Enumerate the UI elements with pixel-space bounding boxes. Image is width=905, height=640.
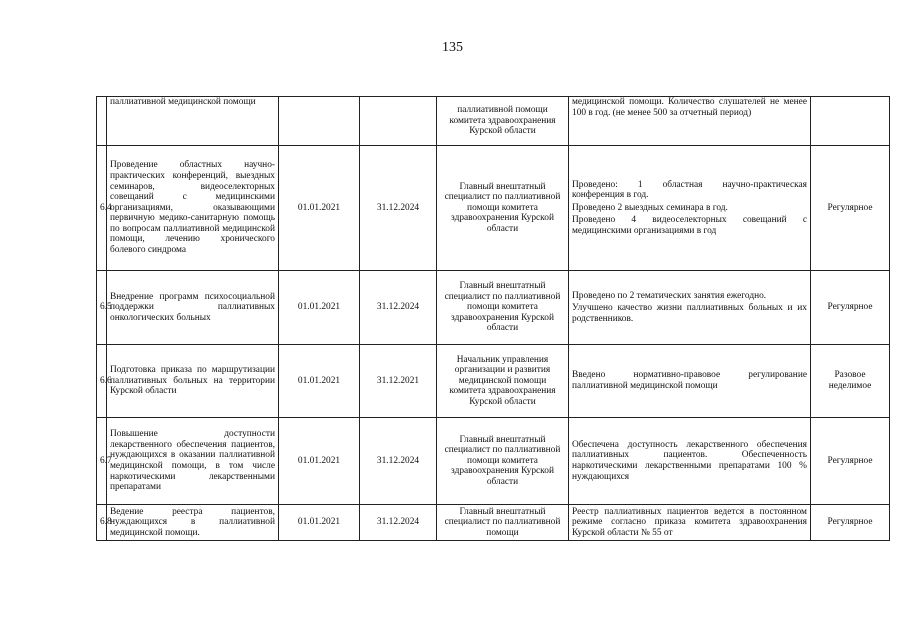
end-date-cell (360, 97, 437, 146)
end-date-cell: 31.12.2024 (360, 418, 437, 505)
event-cell: Повышение доступности лекарственного обеспечения пациентов, нуждающихся в оказании паллиативной медицинской помощи, в том числе наркотическими лекарственными препаратами (107, 418, 279, 505)
periodicity-cell: Регулярное (811, 418, 890, 505)
result-cell: Проведено по 2 тематических занятия ежегодно. Улучшено качество жизни паллиативных больных и их родственников. (569, 271, 811, 345)
table-row (97, 146, 890, 271)
responsible-cell: Главный внештатный специалист по паллиативной помощи комитета здравоохранения Курской области (437, 271, 569, 345)
result-cell: Обеспечена доступность лекарственного обеспечения паллиативных пациентов. Обеспеченность наркотическими лекарственными препаратами 100 % нуждающихся (569, 418, 811, 505)
table-row (97, 97, 890, 146)
responsible-cell: Главный внештатный специалист по паллиативной помощи (437, 505, 569, 541)
periodicity-cell (811, 97, 890, 146)
responsible-cell: Главный внештатный специалист по паллиативной помощи комитета здравоохранения Курской области (437, 146, 569, 271)
event-cell: Подготовка приказа по маршрутизации паллиативных больных на территории Курской области (107, 345, 279, 418)
periodicity-cell: Регулярное (811, 271, 890, 345)
responsible-cell: Главный внештатный специалист по паллиативной помощи комитета здравоохранения Курской области (437, 418, 569, 505)
events-table (96, 96, 890, 541)
result-cell: Проведено: 1 областная научно-практическая конференция в год. Проведено 2 выездных семинара в год. Проведено 4 видеоселекторных совещаний с медицинскими организациями в год (569, 146, 811, 271)
page-number: 135 (442, 40, 463, 55)
start-date-cell: 01.01.2021 (279, 505, 360, 541)
row-number: 6.4 (97, 146, 107, 271)
row-number: 6.7 (97, 418, 107, 505)
event-cell: Ведение реестра пациентов, нуждающихся в паллиативной медицинской помощи. (107, 505, 279, 541)
table-row (97, 418, 890, 505)
result-cell: медицинской помощи. Количество слушателей не менее 100 в год. (не менее 500 за отчетный период) (569, 97, 811, 146)
result-cell: Введено нормативно-правовое регулирование паллиативной медицинской помощи (569, 345, 811, 418)
result-cell: Реестр паллиативных пациентов ведется в постоянном режиме согласно приказа комитета здравоохранения Курской области № 55 от (569, 505, 811, 541)
row-number: 6.6 (97, 345, 107, 418)
start-date-cell: 01.01.2021 (279, 345, 360, 418)
start-date-cell: 01.01.2021 (279, 418, 360, 505)
event-cell: Проведение областных научно-практических конференций, выездных семинаров, видеоселекторных совещаний с медицинскими организациями, оказывающими первичную медико-санитарную помощь по вопросам паллиативной медицинской помощи, лечению хронического болевого синдрома (107, 146, 279, 271)
end-date-cell: 31.12.2024 (360, 505, 437, 541)
table-row (97, 505, 890, 541)
start-date-cell: 01.01.2021 (279, 146, 360, 271)
end-date-cell: 31.12.2024 (360, 146, 437, 271)
row-number: 6.5 (97, 271, 107, 345)
start-date-cell: 01.01.2021 (279, 271, 360, 345)
periodicity-cell: Регулярное (811, 146, 890, 271)
row-number: 6.8 (97, 505, 107, 541)
end-date-cell: 31.12.2024 (360, 271, 437, 345)
event-cell: Внедрение программ психосоциальной поддержки паллиативных онкологических больных (107, 271, 279, 345)
periodicity-cell: Разовое неделимое (811, 345, 890, 418)
periodicity-cell: Регулярное (811, 505, 890, 541)
event-cell: паллиативной медицинской помощи (107, 97, 279, 146)
table-row (97, 271, 890, 345)
responsible-cell: паллиативной помощи комитета здравоохранения Курской области (437, 97, 569, 146)
end-date-cell: 31.12.2021 (360, 345, 437, 418)
responsible-cell: Начальник управления организации и развития медицинской помощи комитета здравоохранения Курской области (437, 345, 569, 418)
row-number (97, 97, 107, 146)
start-date-cell (279, 97, 360, 146)
table-row (97, 345, 890, 418)
